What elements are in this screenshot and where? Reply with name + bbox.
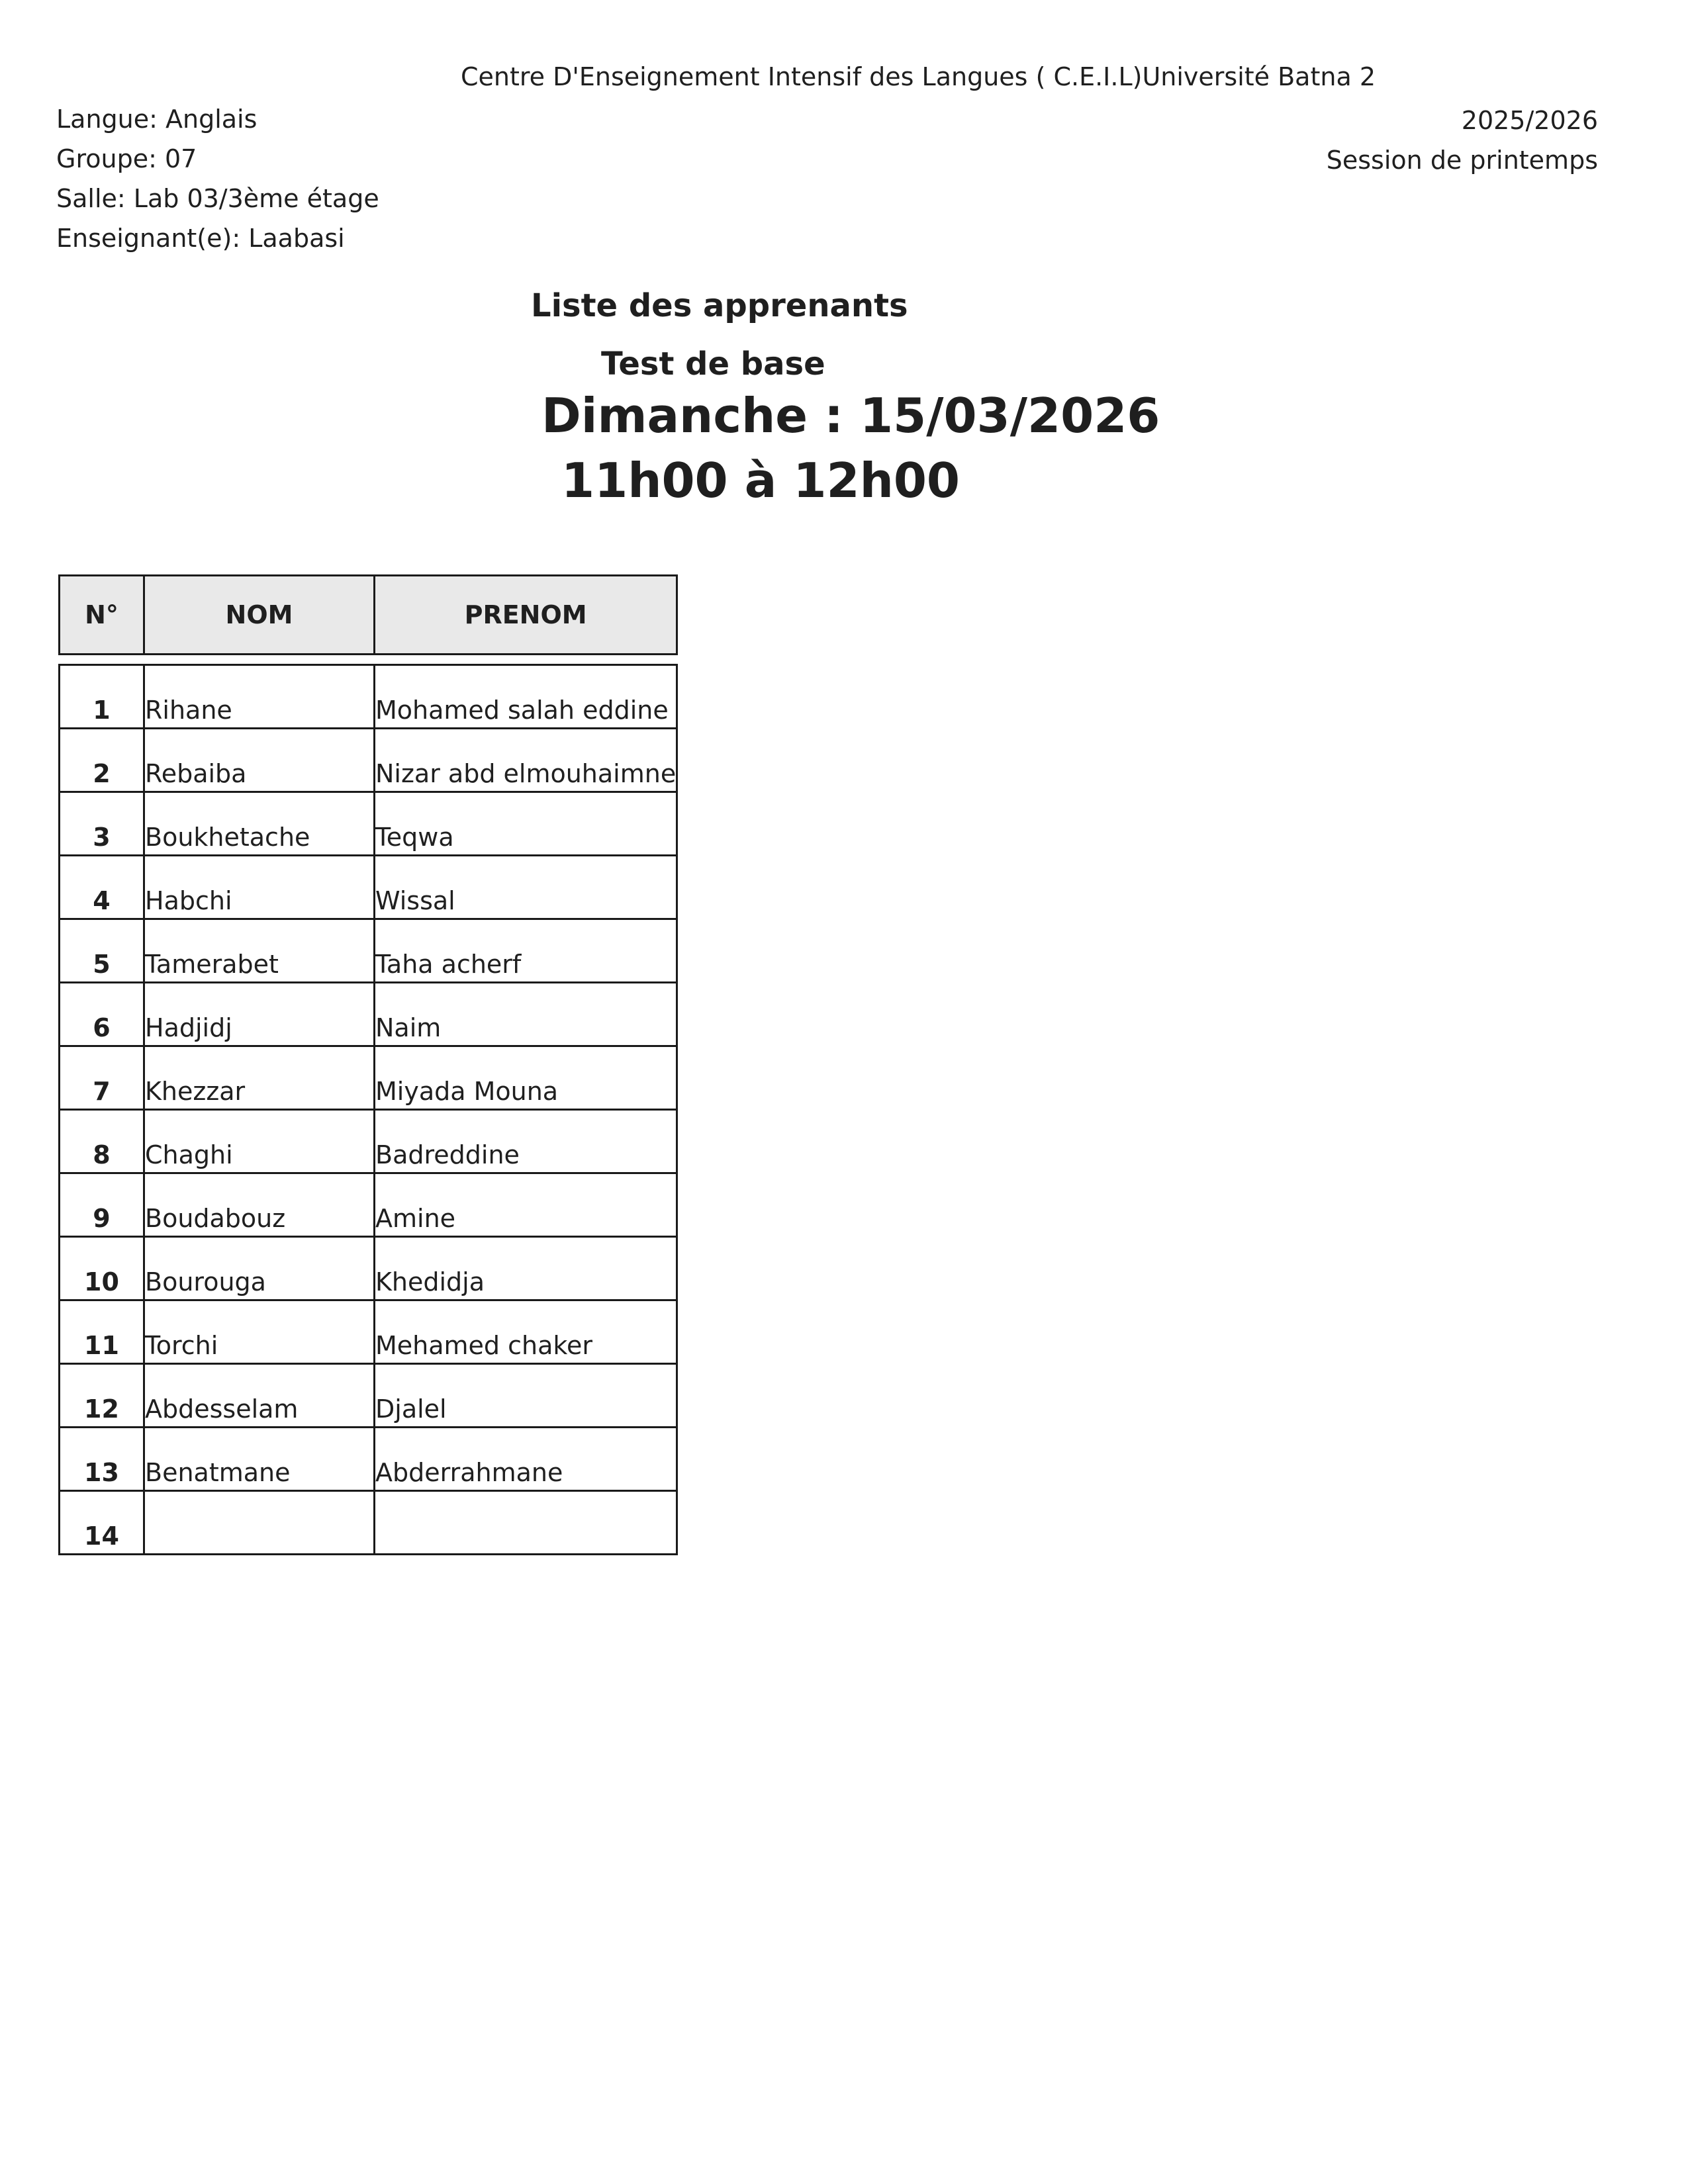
row-prenom: Miyada Mouna (375, 1046, 677, 1110)
table-row (60, 1110, 677, 1173)
row-number: 2 (60, 729, 144, 792)
row-number: 7 (60, 1046, 144, 1110)
row-number: 1 (60, 665, 144, 729)
row-nom: Habchi (144, 856, 375, 919)
row-prenom: Khedidja (375, 1237, 677, 1300)
teacher-label: Enseignant(e): Laabasi (56, 224, 345, 253)
test-title: Test de base (601, 345, 825, 383)
table-row (60, 1237, 677, 1300)
row-prenom: Naim (375, 983, 677, 1046)
row-nom: Tamerabet (144, 919, 375, 983)
row-prenom: Taha acherf (375, 919, 677, 983)
row-nom: Hadjidj (144, 983, 375, 1046)
row-nom: Boukhetache (144, 792, 375, 856)
row-prenom: Amine (375, 1173, 677, 1237)
language-label: Langue: Anglais (56, 105, 258, 134)
row-number: 8 (60, 1110, 144, 1173)
table-row (60, 792, 677, 856)
row-nom: Khezzar (144, 1046, 375, 1110)
row-nom: Bourouga (144, 1237, 375, 1300)
row-prenom: Abderrahmane (375, 1428, 677, 1491)
table-row (60, 665, 677, 729)
session-info (1327, 101, 1598, 180)
row-number: 3 (60, 792, 144, 856)
row-nom: Benatmane (144, 1428, 375, 1491)
row-prenom: Djalel (375, 1364, 677, 1428)
exam-date: Dimanche : 15/03/2026 (541, 388, 1160, 443)
row-number: 9 (60, 1173, 144, 1237)
row-number: 11 (60, 1300, 144, 1364)
row-number: 4 (60, 856, 144, 919)
academic-year: 2025/2026 (1461, 106, 1598, 135)
row-prenom: Nizar abd elmouhaimne (375, 729, 677, 792)
course-info (56, 99, 379, 258)
row-prenom: Wissal (375, 856, 677, 919)
row-nom: Boudabouz (144, 1173, 375, 1237)
header-prenom: PRENOM (375, 576, 677, 655)
room-label: Salle: Lab 03/3ème étage (56, 184, 379, 213)
row-number: 14 (60, 1491, 144, 1555)
row-prenom: Teqwa (375, 792, 677, 856)
table-row (60, 729, 677, 792)
row-number: 5 (60, 919, 144, 983)
exam-time: 11h00 à 12h00 (561, 453, 961, 508)
row-number: 10 (60, 1237, 144, 1300)
row-prenom: Badreddine (375, 1110, 677, 1173)
row-nom (144, 1491, 375, 1555)
row-nom: Chaghi (144, 1110, 375, 1173)
row-nom: Rihane (144, 665, 375, 729)
row-nom: Abdesselam (144, 1364, 375, 1428)
row-number: 13 (60, 1428, 144, 1491)
table-row (60, 1300, 677, 1364)
institution-name: Centre D'Enseignement Intensif des Langues ( C.E.I.L)Université Batna 2 (461, 62, 1376, 91)
group-label: Groupe: 07 (56, 144, 197, 173)
row-prenom: Mehamed chaker (375, 1300, 677, 1364)
table-row (60, 919, 677, 983)
row-nom: Torchi (144, 1300, 375, 1364)
table-spacer (60, 655, 677, 665)
table-row (60, 856, 677, 919)
table-row (60, 1491, 677, 1555)
header-nom: NOM (144, 576, 375, 655)
table-header-row (60, 576, 677, 655)
learners-table (58, 574, 678, 1555)
table-row (60, 983, 677, 1046)
row-nom: Rebaiba (144, 729, 375, 792)
session-label: Session de printemps (1326, 146, 1598, 175)
row-number: 6 (60, 983, 144, 1046)
table-row (60, 1428, 677, 1491)
header-number: N° (60, 576, 144, 655)
row-number: 12 (60, 1364, 144, 1428)
table-row (60, 1046, 677, 1110)
list-title: Liste des apprenants (531, 287, 908, 324)
row-prenom (375, 1491, 677, 1555)
table-row (60, 1364, 677, 1428)
table-row (60, 1173, 677, 1237)
row-prenom: Mohamed salah eddine (375, 665, 677, 729)
